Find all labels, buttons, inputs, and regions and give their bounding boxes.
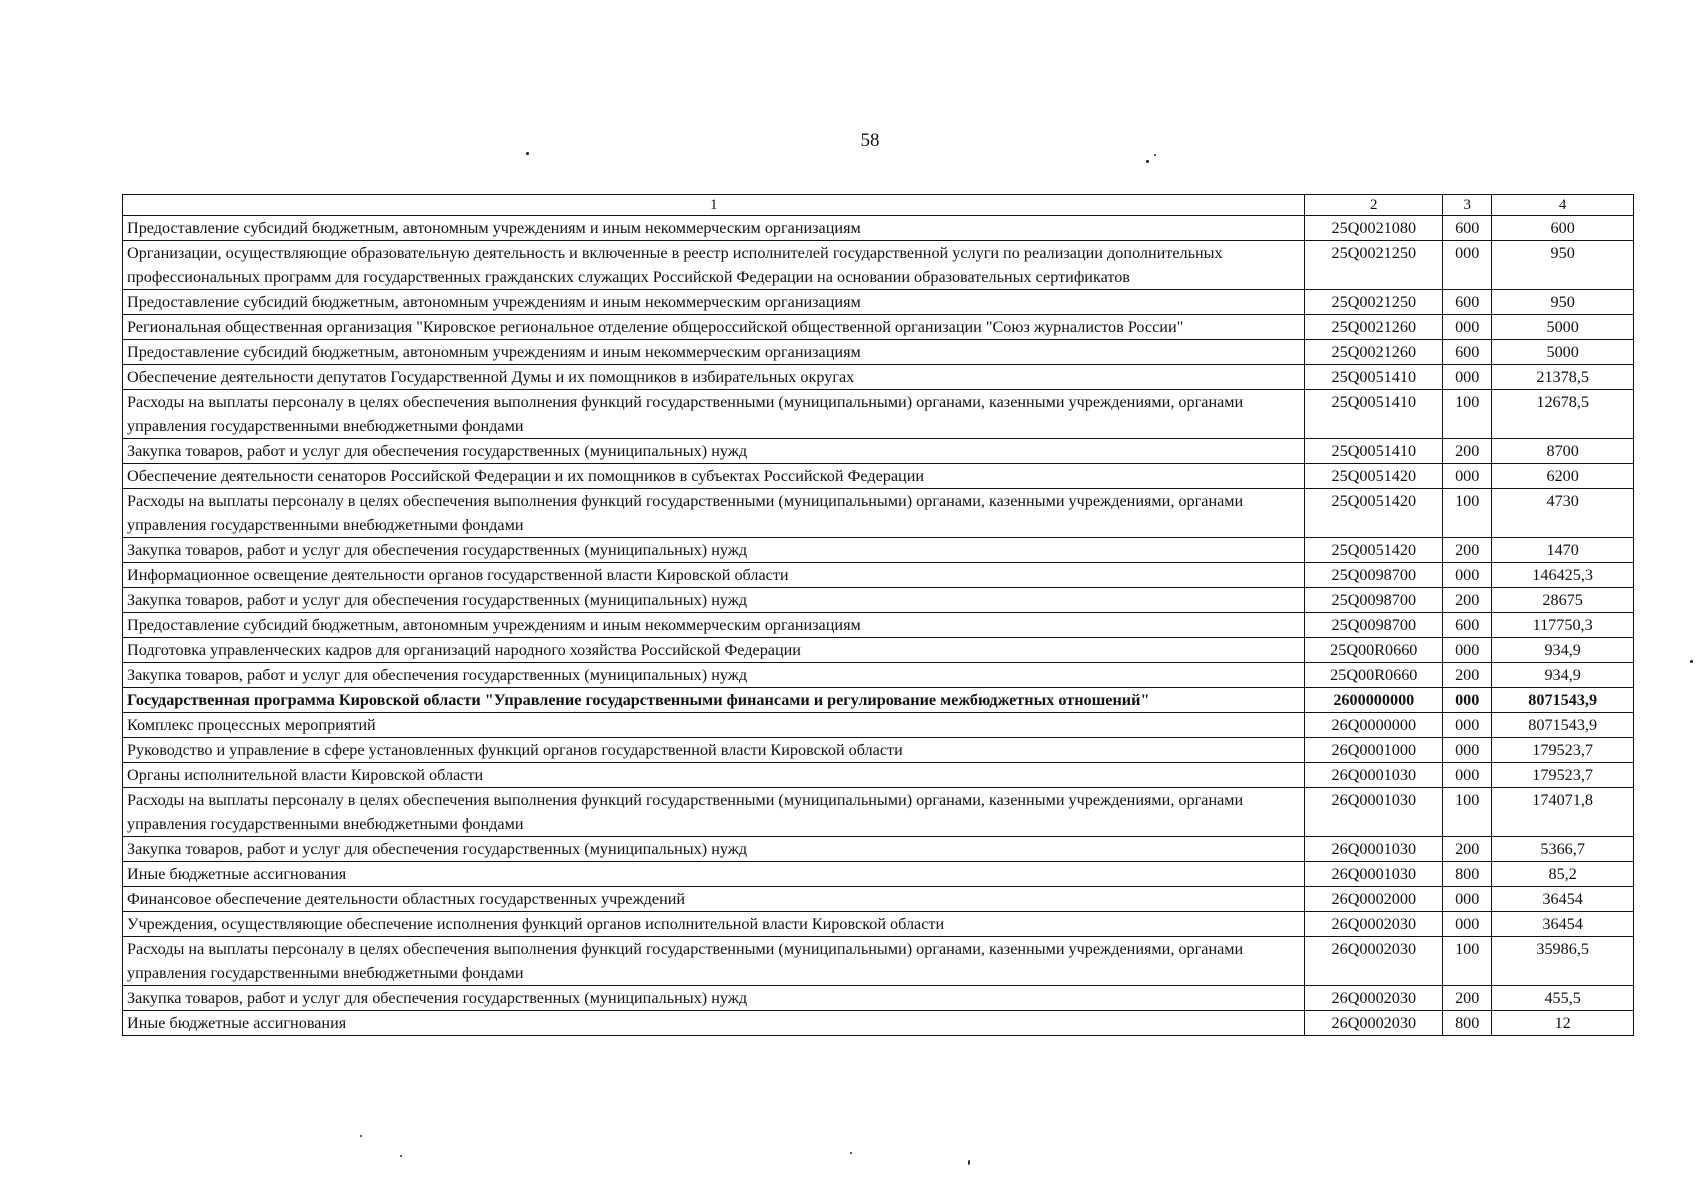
cell-amount: 28675 [1492,588,1634,613]
header-cell-name: 1 [123,195,1305,216]
scan-speck [1154,154,1156,156]
header-cell-code: 2 [1305,195,1443,216]
cell-type: 000 [1443,713,1492,738]
cell-code: 25Q0051410 [1305,365,1443,390]
cell-amount: 85,2 [1492,862,1634,887]
cell-code: 25Q0051410 [1305,439,1443,464]
scan-speck [850,1152,852,1154]
cell-code: 25Q0021250 [1305,290,1443,315]
cell-code: 26Q0001030 [1305,837,1443,862]
cell-code: 26Q0002030 [1305,937,1443,986]
scan-speck [400,1155,402,1157]
cell-amount: 146425,3 [1492,563,1634,588]
cell-type: 000 [1443,365,1492,390]
table-row [123,862,1634,887]
scan-speck [360,1135,362,1137]
cell-amount: 1470 [1492,538,1634,563]
cell-type: 600 [1443,290,1492,315]
cell-code: 26Q0000000 [1305,713,1443,738]
cell-amount: 8071543,9 [1492,688,1634,713]
scan-speck [1146,160,1149,163]
cell-name: Закупка товаров, работ и услуг для обеспечения государственных (муниципальных) нужд [123,439,1305,464]
cell-code: 26Q0001030 [1305,763,1443,788]
table-row [123,763,1634,788]
cell-amount: 8700 [1492,439,1634,464]
cell-name: Региональная общественная организация "Кировское региональное отделение общероссийской общественной организации "Союз журналистов России" [123,315,1305,340]
cell-amount: 455,5 [1492,986,1634,1011]
cell-name: Предоставление субсидий бюджетным, автономным учреждениям и иным некоммерческим организациям [123,290,1305,315]
cell-name: Комплекс процессных мероприятий [123,713,1305,738]
cell-type: 100 [1443,788,1492,837]
table-row [123,638,1634,663]
cell-type: 100 [1443,937,1492,986]
table-row [123,241,1634,290]
budget-table [122,194,1634,1036]
table-row [123,986,1634,1011]
cell-type: 200 [1443,663,1492,688]
cell-type: 200 [1443,588,1492,613]
scan-speck [1690,660,1693,663]
cell-amount: 934,9 [1492,638,1634,663]
cell-name: Обеспечение деятельности сенаторов Российской Федерации и их помощников в субъектах Российской Федерации [123,464,1305,489]
table-row [123,315,1634,340]
cell-amount: 4730 [1492,489,1634,538]
cell-name: Организации, осуществляющие образовательную деятельность и включенные в реестр исполнителей государственной услуги по реализации дополнительных профессиональных программ для государственных гражданских служащих Российской Федерации на основании образовательных сертификатов [123,241,1305,290]
cell-amount: 600 [1492,216,1634,241]
page-number: 58 [860,130,880,151]
cell-name: Иные бюджетные ассигнования [123,1011,1305,1036]
table-row [123,340,1634,365]
cell-name: Закупка товаров, работ и услуг для обеспечения государственных (муниципальных) нужд [123,986,1305,1011]
cell-code: 25Q0021080 [1305,216,1443,241]
cell-name: Финансовое обеспечение деятельности областных государственных учреждений [123,887,1305,912]
cell-amount: 5000 [1492,315,1634,340]
cell-type: 000 [1443,464,1492,489]
cell-amount: 174071,8 [1492,788,1634,837]
table-row [123,439,1634,464]
table-row [123,837,1634,862]
cell-name: Иные бюджетные ассигнования [123,862,1305,887]
table-row [123,613,1634,638]
cell-type: 000 [1443,241,1492,290]
scan-speck [968,1160,970,1165]
cell-amount: 950 [1492,241,1634,290]
cell-type: 200 [1443,986,1492,1011]
table-row [123,588,1634,613]
cell-code: 25Q00R0660 [1305,663,1443,688]
cell-type: 000 [1443,688,1492,713]
cell-amount: 36454 [1492,887,1634,912]
cell-code: 26Q0002030 [1305,1011,1443,1036]
cell-type: 000 [1443,887,1492,912]
cell-type: 600 [1443,216,1492,241]
cell-amount: 179523,7 [1492,738,1634,763]
cell-code: 26Q0002000 [1305,887,1443,912]
cell-type: 000 [1443,638,1492,663]
table-row [123,1011,1634,1036]
cell-type: 000 [1443,912,1492,937]
cell-code: 25Q0021250 [1305,241,1443,290]
cell-type: 100 [1443,489,1492,538]
cell-type: 800 [1443,862,1492,887]
cell-code: 25Q0098700 [1305,613,1443,638]
cell-name: Расходы на выплаты персоналу в целях обеспечения выполнения функций государственными (муниципальными) органами, казенными учреждениями, органами управления государственными внебюджетными фондами [123,937,1305,986]
cell-type: 100 [1443,390,1492,439]
cell-name: Предоставление субсидий бюджетным, автономным учреждениям и иным некоммерческим организациям [123,340,1305,365]
scan-speck [526,152,529,155]
cell-code: 26Q0001000 [1305,738,1443,763]
cell-code: 25Q0051420 [1305,489,1443,538]
cell-name: Расходы на выплаты персоналу в целях обеспечения выполнения функций государственными (муниципальными) органами, казенными учреждениями, органами управления государственными внебюджетными фондами [123,390,1305,439]
cell-amount: 934,9 [1492,663,1634,688]
cell-code: 25Q0098700 [1305,563,1443,588]
cell-name: Руководство и управление в сфере установленных функций органов государственной власти Кировской области [123,738,1305,763]
cell-code: 26Q0001030 [1305,788,1443,837]
table-row [123,887,1634,912]
cell-amount: 8071543,9 [1492,713,1634,738]
cell-name: Обеспечение деятельности депутатов Государственной Думы и их помощников в избирательных округах [123,365,1305,390]
cell-type: 200 [1443,439,1492,464]
cell-name: Закупка товаров, работ и услуг для обеспечения государственных (муниципальных) нужд [123,538,1305,563]
table-row [123,216,1634,241]
cell-name: Предоставление субсидий бюджетным, автономным учреждениям и иным некоммерческим организациям [123,613,1305,638]
table-row [123,464,1634,489]
table-row [123,912,1634,937]
cell-code: 25Q0051410 [1305,390,1443,439]
cell-name: Предоставление субсидий бюджетным, автономным учреждениям и иным некоммерческим организациям [123,216,1305,241]
cell-amount: 5366,7 [1492,837,1634,862]
table-row [123,788,1634,837]
cell-type: 200 [1443,538,1492,563]
cell-type: 600 [1443,340,1492,365]
cell-code: 25Q00R0660 [1305,638,1443,663]
cell-type: 000 [1443,738,1492,763]
cell-type: 600 [1443,613,1492,638]
cell-name: Информационное освещение деятельности органов государственной власти Кировской области [123,563,1305,588]
cell-name: Подготовка управленческих кадров для организаций народного хозяйства Российской Федерации [123,638,1305,663]
table-row [123,290,1634,315]
cell-code: 26Q0001030 [1305,862,1443,887]
table-row [123,663,1634,688]
cell-code: 25Q0051420 [1305,538,1443,563]
cell-type: 000 [1443,315,1492,340]
cell-code: 25Q0021260 [1305,340,1443,365]
table-row [123,713,1634,738]
cell-code: 2600000000 [1305,688,1443,713]
table-row [123,365,1634,390]
cell-code: 25Q0098700 [1305,588,1443,613]
table-header-row [123,195,1634,216]
table-row [123,688,1634,713]
cell-code: 26Q0002030 [1305,986,1443,1011]
header-cell-type: 3 [1443,195,1492,216]
cell-name: Учреждения, осуществляющие обеспечение исполнения функций органов исполнительной власти Кировской области [123,912,1305,937]
cell-code: 25Q0051420 [1305,464,1443,489]
cell-amount: 12678,5 [1492,390,1634,439]
cell-amount: 21378,5 [1492,365,1634,390]
table-row [123,390,1634,439]
table-row [123,738,1634,763]
cell-amount: 117750,3 [1492,613,1634,638]
cell-name: Государственная программа Кировской области "Управление государственными финансами и регулирование межбюджетных отношений" [123,688,1305,713]
cell-amount: 179523,7 [1492,763,1634,788]
table-row [123,937,1634,986]
cell-type: 000 [1443,563,1492,588]
cell-type: 800 [1443,1011,1492,1036]
cell-amount: 12 [1492,1011,1634,1036]
cell-name: Закупка товаров, работ и услуг для обеспечения государственных (муниципальных) нужд [123,837,1305,862]
cell-name: Закупка товаров, работ и услуг для обеспечения государственных (муниципальных) нужд [123,663,1305,688]
cell-code: 26Q0002030 [1305,912,1443,937]
cell-amount: 5000 [1492,340,1634,365]
cell-amount: 35986,5 [1492,937,1634,986]
table-row [123,563,1634,588]
cell-name: Закупка товаров, работ и услуг для обеспечения государственных (муниципальных) нужд [123,588,1305,613]
cell-amount: 6200 [1492,464,1634,489]
cell-type: 000 [1443,763,1492,788]
cell-code: 25Q0021260 [1305,315,1443,340]
cell-type: 200 [1443,837,1492,862]
cell-amount: 950 [1492,290,1634,315]
table-row [123,489,1634,538]
header-cell-amount: 4 [1492,195,1634,216]
table-row [123,538,1634,563]
cell-name: Расходы на выплаты персоналу в целях обеспечения выполнения функций государственными (муниципальными) органами, казенными учреждениями, органами управления государственными внебюджетными фондами [123,489,1305,538]
cell-amount: 36454 [1492,912,1634,937]
cell-name: Расходы на выплаты персоналу в целях обеспечения выполнения функций государственными (муниципальными) органами, казенными учреждениями, органами управления государственными внебюджетными фондами [123,788,1305,837]
cell-name: Органы исполнительной власти Кировской области [123,763,1305,788]
